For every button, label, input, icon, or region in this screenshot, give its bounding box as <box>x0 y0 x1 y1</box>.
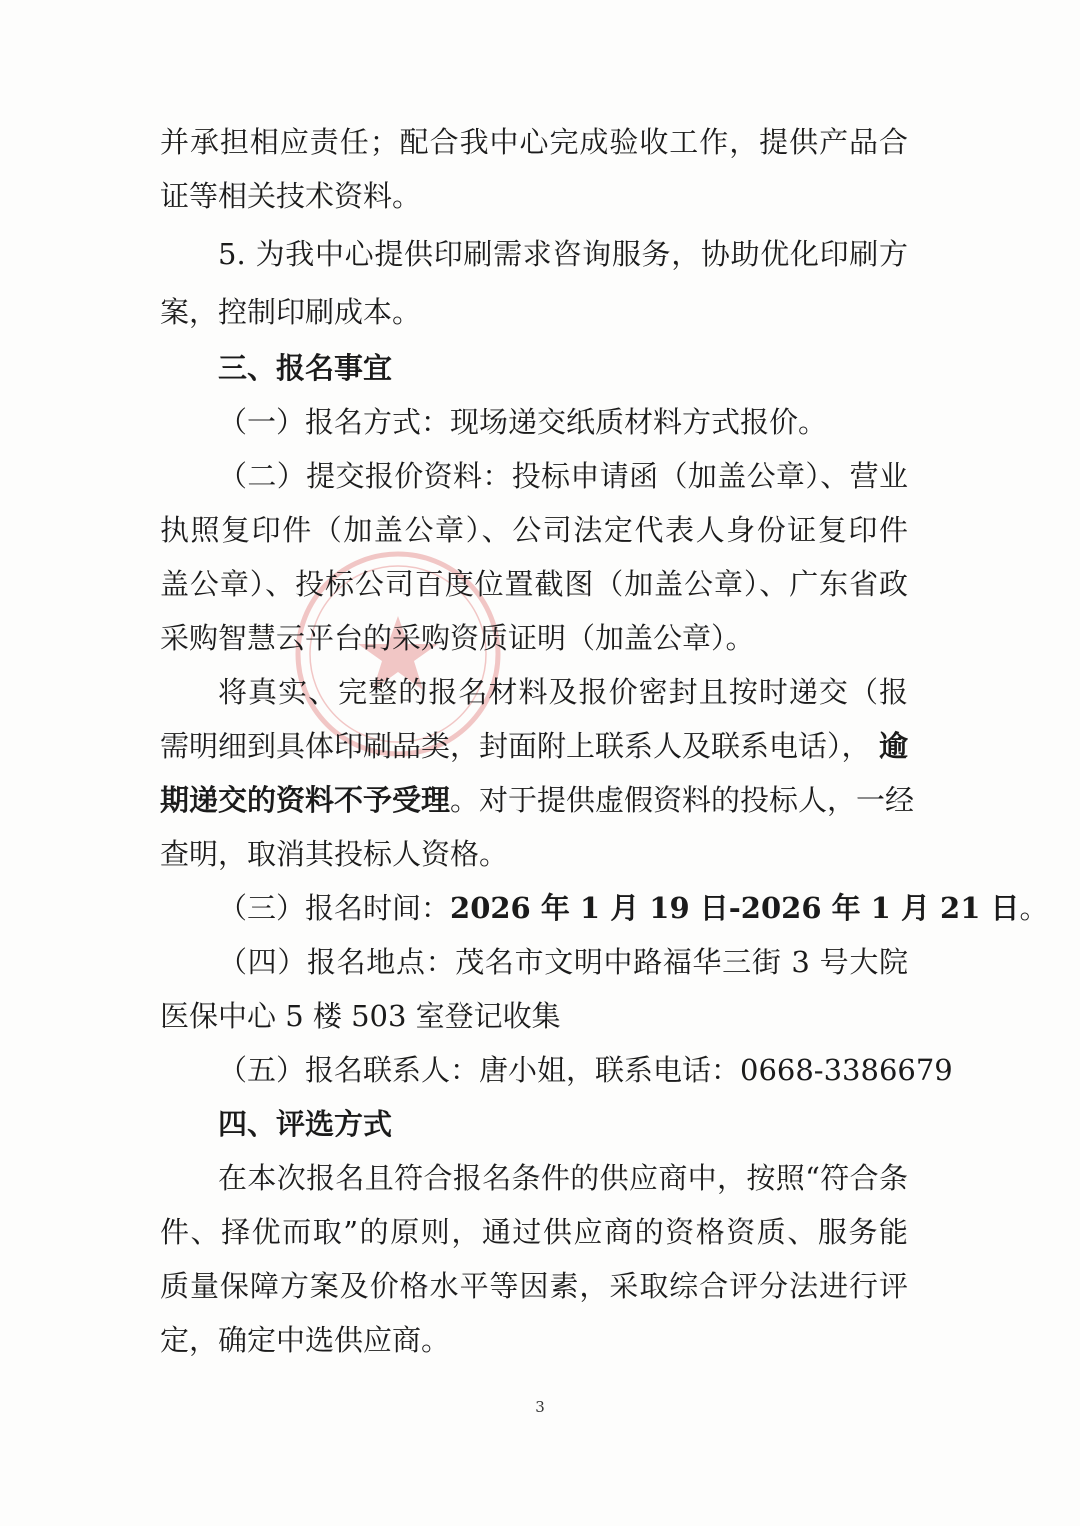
paragraph-line: 采购智慧云平台的采购资质证明（加盖公章）。 <box>160 621 755 655</box>
line-text: （三）报名时间： <box>218 891 451 925</box>
section-heading-3: 三、报名事宜 <box>218 351 393 385</box>
line-text: 。对于提供虚假资料的投标人，一经 <box>450 783 915 817</box>
paragraph-line: （五）报名联系人：唐小姐，联系电话：0668-3386679 <box>218 1053 953 1087</box>
paragraph-line: 5. 为我中心提供印刷需求咨询服务，协助优化印刷方 <box>218 237 908 271</box>
paragraph-line: 定，确定中选供应商。 <box>160 1323 451 1357</box>
bold-text: 期递交的资料不予受理 <box>160 783 451 817</box>
paragraph-line: （二）提交报价资料：投标申请函（加盖公章）、营业 <box>218 459 908 493</box>
page-number: 3 <box>535 1398 545 1416</box>
paragraph-line: 医保中心 5 楼 503 室登记收集 <box>160 999 561 1033</box>
registration-date-range: 2026 年 1 月 19 日-2026 年 1 月 21 日 <box>450 891 1020 925</box>
section-heading-4: 四、评选方式 <box>218 1107 393 1141</box>
paragraph-line: 案，控制印刷成本。 <box>160 295 422 329</box>
paragraph-line: 质量保障方案及价格水平等因素，采取综合评分法进行评 <box>160 1269 908 1303</box>
paragraph-line <box>218 884 1049 932</box>
bold-text: 逾 <box>878 729 908 763</box>
paragraph-line: 盖公章）、投标公司百度位置截图（加盖公章）、广东省政 <box>160 567 908 601</box>
paragraph-line: 执照复印件（加盖公章）、公司法定代表人身份证复印件 <box>160 513 908 547</box>
paragraph-line: 件、择优而取”的原则，通过供应商的资格资质、服务能 <box>160 1215 908 1249</box>
paragraph-line <box>160 776 915 824</box>
paragraph-line: 将真实、完整的报名材料及报价密封且按时递交（报 <box>218 675 908 709</box>
paragraph-line: 并承担相应责任；配合我中心完成验收工作，提供产品合 <box>160 125 908 159</box>
line-text: 需明细到具体印刷品类，封面附上联系人及联系电话）， <box>160 729 871 763</box>
paragraph-line: 查明，取消其投标人资格。 <box>160 837 509 871</box>
paragraph-line <box>160 722 908 770</box>
paragraph-line: （四）报名地点：茂名市文明中路福华三街 3 号大院 <box>218 945 908 979</box>
paragraph-line: 在本次报名且符合报名条件的供应商中，按照“符合条 <box>218 1161 908 1195</box>
paragraph-line: 证等相关技术资料。 <box>160 179 422 213</box>
line-text: 。 <box>1019 891 1049 925</box>
paragraph-line: （一）报名方式：现场递交纸质材料方式报价。 <box>218 405 828 439</box>
